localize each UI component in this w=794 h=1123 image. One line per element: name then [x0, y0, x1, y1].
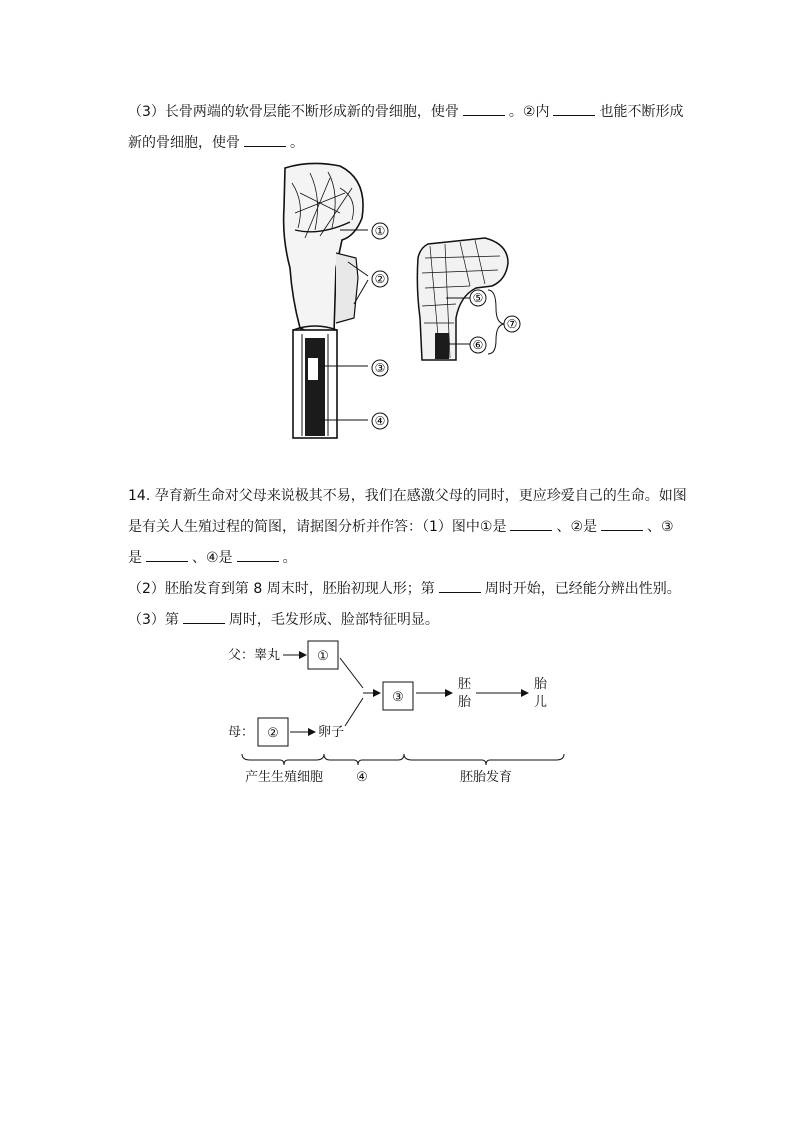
q14-text-h: 周时开始，已经能分辨出性别。	[484, 581, 681, 597]
fetus-label-2: 儿	[534, 695, 548, 710]
q14-line4	[128, 579, 681, 599]
bone-cross-section	[417, 238, 508, 360]
q13-text-c: 也能不断形成	[599, 104, 684, 120]
answer-blank-5[interactable]	[601, 517, 643, 531]
fetus-label-1: 胎	[534, 677, 548, 692]
reproduction-diagram	[220, 638, 580, 788]
answer-blank-2[interactable]	[553, 102, 595, 116]
q14-text-j: 周时，毛发形成、脸部特征明显。	[228, 612, 439, 628]
label-7: ⑦	[506, 317, 518, 331]
embryo-label-2: 胎	[458, 695, 472, 710]
long-bone-figure	[270, 158, 530, 448]
mother-label: 母：	[228, 725, 255, 740]
label-6: ⑥	[472, 338, 484, 352]
q14-text-i: （3）第	[128, 612, 179, 628]
box-2-label: ②	[267, 726, 279, 741]
egg-label: 卵子	[318, 725, 345, 740]
answer-blank-7[interactable]	[237, 548, 279, 562]
q14-text-g: （2）胚胎发育到第 8 周末时，胚胎初现人形；第	[128, 581, 435, 597]
q13-text-d: 新的骨细胞，使骨	[128, 135, 240, 151]
q14-line1: 14. 孕育新生命对父母来说极其不易，我们在感激父母的同时，更应珍爱自己的生命。如图	[128, 488, 687, 504]
answer-blank-3[interactable]	[244, 133, 286, 147]
q14-text-c: 、③	[647, 519, 674, 535]
q14-text-d: 是	[128, 550, 142, 566]
q14-line3	[128, 548, 297, 568]
q14-text-f: 。	[282, 550, 297, 566]
label-2: ②	[374, 272, 386, 286]
embryo-label-1: 胚	[458, 677, 472, 692]
q14-text-a: 是有关人生殖过程的简图，请据图分析并作答：（1）图中①是	[128, 519, 507, 535]
q13-text-e: 。	[290, 135, 304, 151]
box-3-label: ③	[392, 690, 404, 705]
label-3: ③	[374, 361, 386, 375]
q13-part3-line2	[128, 133, 304, 153]
femur-illustration	[284, 163, 363, 438]
label-1: ①	[374, 224, 386, 238]
q14-line2	[128, 517, 674, 537]
q13-text-a: （3）长骨两端的软骨层能不断形成新的骨细胞，使骨	[128, 104, 459, 120]
brace-2-label: ④	[356, 770, 368, 785]
answer-blank-6[interactable]	[146, 548, 188, 562]
answer-blank-1[interactable]	[463, 102, 505, 116]
q14-text-e: 、④是	[192, 550, 233, 566]
label-5: ⑤	[472, 291, 484, 305]
q14-line5	[128, 610, 439, 630]
q14-text-b: 、②是	[556, 519, 598, 535]
q13-part3-line1	[128, 102, 683, 122]
bone-labels	[372, 223, 388, 429]
brace-2	[324, 754, 404, 765]
brace-3-label: 胚胎发育	[459, 770, 513, 785]
box-1-label: ①	[317, 649, 329, 664]
answer-blank-4[interactable]	[510, 517, 552, 531]
brace-1	[242, 754, 324, 765]
brace-1-label: 产生生殖细胞	[244, 770, 324, 785]
q13-text-b: 。②内	[508, 104, 550, 120]
father-label: 父：睾丸	[228, 648, 281, 663]
brace-3	[404, 754, 564, 765]
label-4: ④	[374, 414, 386, 428]
answer-blank-9[interactable]	[183, 610, 225, 624]
answer-blank-8[interactable]	[439, 579, 481, 593]
